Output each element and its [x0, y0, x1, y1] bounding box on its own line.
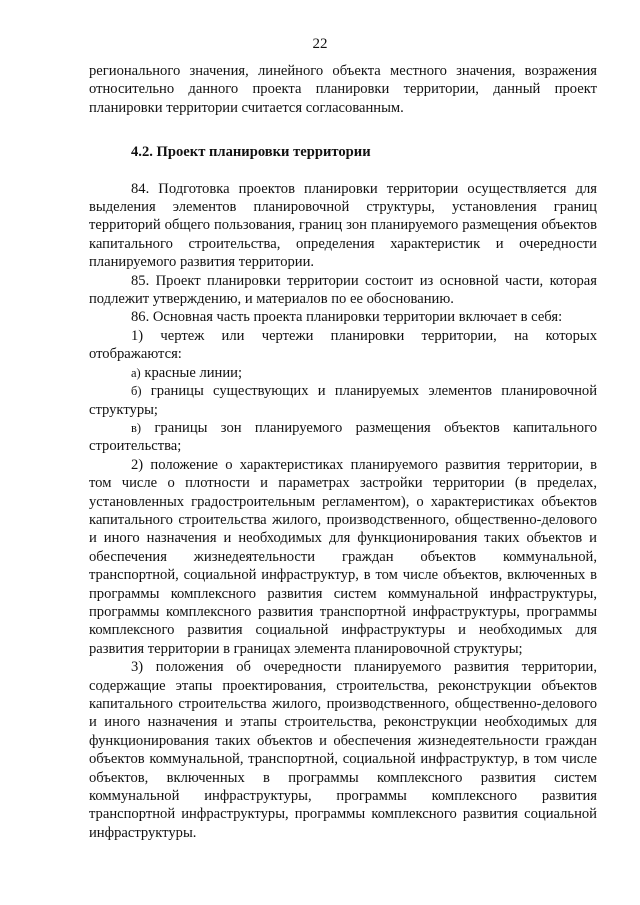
list-item-2: 2) положение о характеристиках планируемого развития территории, в том числе о плотности и параметрах застройки территории (в пределах, установленных градостроительным регламентом), о характеристиках объектов капитального строительства жилого, производственного, общественно-делового и иного назначения и необходимых для функционирования таких объектов и обеспечения жизнедеятельности граждан объектов коммунальной, транспортной, социальной инфраструктур, в том числе объектов, включенных в программы комплексного развития систем коммунальной инфраструктуры, программы комплексного развития транспортной инфраструктуры, программы комплексного развития социальной инфраструктуры и необходимых для развития территории в границах элемента планировочной структуры;	[89, 456, 597, 657]
sub-item-text: границы существующих и планируемых элементов планировочной структуры;	[89, 383, 597, 418]
paragraph-continuation: регионального значения, линейного объекта местного значения, возражения относительно данного проекта планировки территории, данный проект планировки территории считается согласованным.	[89, 63, 597, 116]
document-body	[89, 62, 597, 842]
page-number: 22	[312, 36, 328, 52]
sub-item-text: красные линии;	[140, 364, 243, 381]
paragraph-84: 84. Подготовка проектов планировки территории осуществляется для выделения элементов планировочной структуры, установления границ территорий общего пользования, границ зон планируемого размещения объектов капитального строительства, определения характеристик и очередности планируемого развития территории.	[89, 180, 597, 271]
sub-item-b	[89, 382, 597, 419]
sub-item-marker: б)	[131, 384, 142, 399]
sub-item-a	[89, 364, 597, 382]
list-item-3: 3) положения об очередности планируемого развития территории, содержащие этапы проектирования, строительства, реконструкции объектов капитального строительства жилого, производственного, общественно-делового и иного назначения и этапы строительства, реконструкции необходимых для функционирования таких объектов и обеспечения жизнедеятельности граждан объектов коммунальной, транспортной, социальной инфраструктур, в том числе объектов, включенных в программы комплексного развития систем коммунальной инфраструктуры, программы комплексного развития транспортной инфраструктуры, программы комплексного развития социальной инфраструктуры.	[89, 659, 597, 841]
paragraph-86: 86. Основная часть проекта планировки территории включает в себя:	[131, 309, 563, 326]
sub-item-text: границы зон планируемого размещения объектов капитального строительства;	[89, 419, 597, 455]
sub-item-marker: в)	[131, 420, 142, 435]
paragraph-85: 85. Проект планировки территории состоит из основной части, которая подлежит утверждению, и материалов по ее обоснованию.	[89, 272, 597, 308]
sub-item-v	[89, 419, 597, 456]
list-item-1: 1) чертеж или чертежи планировки территории, на которых отображаются:	[89, 327, 597, 363]
sub-item-marker: а)	[131, 365, 141, 380]
section-heading: 4.2. Проект планировки территории	[131, 144, 371, 161]
